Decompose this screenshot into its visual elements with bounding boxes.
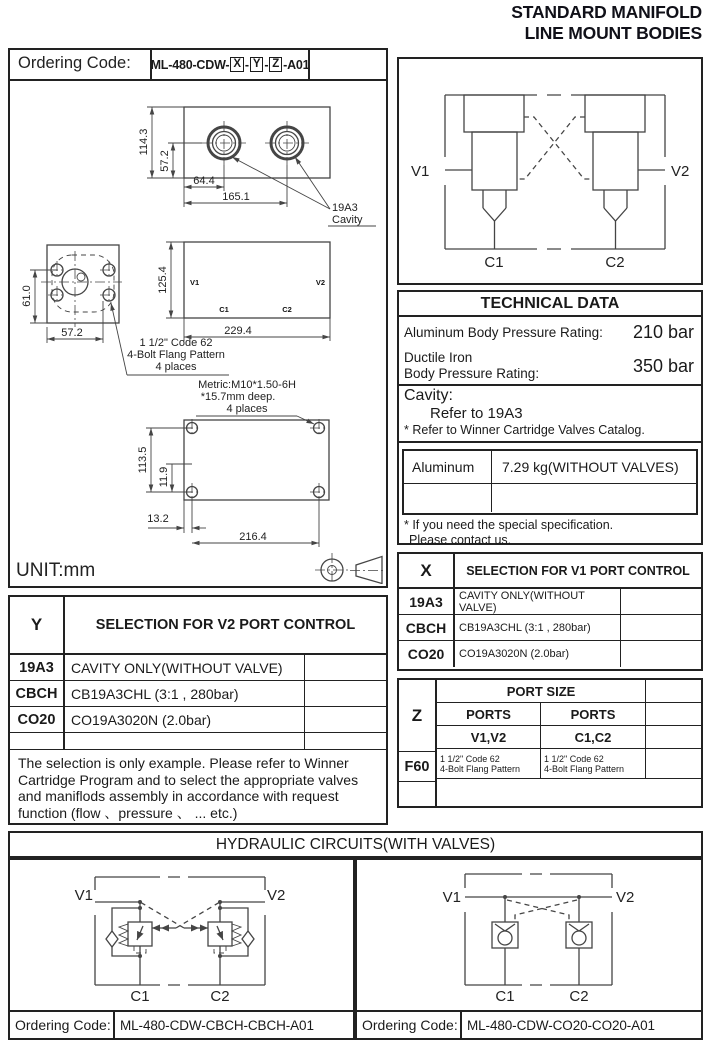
co20-ordering-code: ML-480-CDW-CO20-CO20-A01 [467, 1017, 655, 1033]
ordering-prefix: ML-480-CDW- [150, 57, 230, 72]
ductile-label-line1: Ductile Iron [404, 350, 473, 365]
z-f60-cell2-line2: 4-Bolt Flang Pattern [544, 763, 625, 774]
ductile-pressure-label [404, 350, 539, 382]
cavity-value: Refer to 19A3 [430, 405, 523, 422]
co20-ordering-row [357, 1010, 701, 1038]
z-ports-c1c2: C1,C2 [541, 726, 646, 748]
cbch-ordering-row [10, 1010, 353, 1038]
weight-material: Aluminum [404, 451, 492, 483]
z-f60-cell1-line2: 4-Bolt Flang Pattern [440, 763, 521, 774]
y-row-desc: CAVITY ONLY(WITHOUT VALVE) [65, 655, 305, 680]
schematic-c2-label: C2 [605, 254, 625, 271]
technical-data-title: TECHNICAL DATA [399, 292, 701, 317]
hydraulic-circuits-header [8, 831, 703, 858]
pressure-rating-row-aluminum [399, 317, 701, 348]
y-row-code [10, 733, 65, 749]
x-row-desc: CAVITY ONLY(WITHOUT VALVE) [455, 589, 621, 614]
port-label-v2: V2 [315, 278, 325, 287]
ordering-dash1: - [244, 57, 249, 72]
cbch-v1-label: V1 [74, 887, 93, 904]
x-row-empty [621, 615, 701, 640]
port-label-c2: C2 [282, 305, 292, 314]
z-table-code-header: Z [399, 680, 435, 752]
cavity-info-block [399, 386, 701, 443]
dim-61-0: 61.0 [21, 285, 33, 307]
cbch-circuit-diagram [10, 860, 353, 1010]
port-label-c1: C1 [219, 305, 229, 314]
third-angle-projection-icon [315, 553, 385, 584]
schematic-v1-label: V1 [411, 163, 430, 180]
z-empty-row [437, 779, 701, 806]
y-table-row-co20 [10, 707, 386, 733]
y-row-desc [65, 733, 305, 749]
x-table-row-co20 [399, 641, 701, 667]
y-row-desc: CB19A3CHL (3:1 , 280bar) [65, 681, 305, 706]
dim-216-4: 216.4 [239, 531, 267, 543]
weight-row-empty [404, 484, 696, 512]
x-row-desc: CB19A3CHL (3:1 , 280bar) [455, 615, 621, 640]
z-empty-cell [646, 726, 701, 748]
ordering-x-box: X [230, 57, 243, 72]
y-table-row-cbch [10, 681, 386, 707]
z-port-size-header-row [437, 680, 701, 703]
y-row-code: 19A3 [10, 655, 65, 680]
aluminum-pressure-label: Aluminum Body Pressure Rating: [404, 324, 603, 340]
cbch-c1-label: C1 [130, 988, 150, 1005]
circuit-boundary [465, 874, 612, 985]
dim-57-2-top: 57.2 [159, 150, 171, 172]
x-table-code-header: X [399, 554, 455, 587]
x-row-empty [621, 641, 701, 667]
z-ports-row [437, 703, 701, 726]
y-row-empty [305, 733, 386, 749]
metric-note-line1: Metric:M10*1.50-6H [198, 379, 296, 391]
y-row-empty [305, 655, 386, 680]
document-title [511, 2, 702, 43]
special-spec-line2: Please contact us. [409, 532, 512, 547]
z-sub-ports-row [437, 726, 701, 749]
schematic-v2-label: V2 [671, 163, 690, 180]
z-empty-cell [646, 680, 701, 702]
front-view-drawing [157, 242, 330, 341]
schematic-boundary [445, 95, 665, 249]
z-port-size-table [397, 678, 703, 808]
y-row-code: CBCH [10, 681, 65, 706]
weight-value: 7.29 kg(WITHOUT VALVES) [502, 459, 679, 475]
co20-c2-label: C2 [569, 988, 589, 1005]
x-row-desc: CO19A3020N (2.0bar) [455, 641, 621, 667]
cbch-c2-label: C2 [210, 988, 230, 1005]
z-table-right-region [437, 680, 701, 806]
cbch-ordering-label: Ordering Code: [10, 1012, 115, 1038]
ductile-label-line2: Body Pressure Rating: [404, 366, 540, 381]
dim-229-4: 229.4 [224, 325, 252, 337]
dim-125-4: 125.4 [157, 266, 169, 294]
flange-note-line2: 4-Bolt Flang Pattern [127, 349, 225, 361]
y-table-title: SELECTION FOR V2 PORT CONTROL [95, 617, 356, 633]
cavity-callout-line1: 19A3 [332, 202, 358, 214]
ordering-suffix: -A01 [283, 57, 310, 72]
circuit-boundary [95, 877, 265, 985]
side-view-drawing [21, 245, 229, 375]
x-row-empty [621, 589, 701, 614]
aluminum-pressure-value: 210 bar [632, 322, 694, 342]
engineering-drawings [10, 81, 386, 584]
title-line2: LINE MOUNT BODIES [524, 22, 702, 43]
cavity-schematic [399, 59, 701, 283]
dim-13-2: 13.2 [147, 513, 169, 525]
pressure-rating-row-ductile [399, 348, 701, 386]
z-ports-header1: PORTS [437, 703, 541, 725]
schematic-c1-label: C1 [484, 254, 504, 271]
pilot-check-valves [465, 895, 612, 985]
title-line1: STANDARD MANIFOLD [511, 2, 702, 22]
cavity-label: Cavity: [404, 387, 453, 404]
y-table-row-19a3 [10, 655, 386, 681]
weight-table [402, 449, 698, 515]
unit-label: UNIT:mm [16, 560, 96, 581]
x-table-row-cbch [399, 615, 701, 641]
port-label-v1: V1 [190, 278, 200, 287]
cavity-symbols [445, 95, 665, 249]
dim-114-3: 114.3 [138, 128, 150, 156]
weight-row [404, 451, 696, 484]
flange-note-line3: 4 places [155, 361, 197, 373]
y-row-empty [305, 681, 386, 706]
y-selection-table [8, 595, 388, 825]
selection-example-note: The selection is only example. Please refer to Winner Cartridge Program and to select the appropriate valves and maniflods assembly in accordance with request function (flow 、pressure 、 ... etc.) [18, 755, 359, 821]
circuit-panel-cbch [8, 858, 355, 1040]
circuit-panel-co20 [355, 858, 703, 1040]
dim-57-2-side: 57.2 [61, 327, 83, 339]
dim-64-4: 64.4 [193, 175, 215, 187]
special-spec-line1: * If you need the special specification. [404, 518, 614, 532]
z-table-row-code: F60 [399, 752, 435, 782]
technical-data-panel [397, 290, 703, 545]
co20-v1-label: V1 [442, 889, 461, 906]
co20-c1-label: C1 [495, 988, 515, 1005]
y-row-desc: CO19A3020N (2.0bar) [65, 707, 305, 732]
y-row-empty [305, 707, 386, 732]
y-row-code: CO20 [10, 707, 65, 732]
top-view-drawing [138, 107, 376, 226]
weight-empty-cell1 [404, 484, 492, 512]
co20-circuit-diagram [357, 860, 701, 1010]
dim-11-9: 11.9 [158, 466, 170, 488]
ordering-z-box: Z [269, 57, 282, 72]
ordering-code-value [150, 50, 310, 79]
dimension-drawings-panel [8, 48, 388, 588]
cavity-schematic-panel [397, 57, 703, 285]
metric-note-line2: *15.7mm deep. [200, 391, 276, 403]
x-row-code: 19A3 [399, 589, 455, 614]
bottom-view-drawing [137, 379, 329, 547]
y-table-row-blank [10, 733, 386, 750]
metric-note-line3: 4 places [226, 403, 268, 415]
x-table-row-19a3 [399, 589, 701, 615]
z-f60-cell1-line1: 1 1/2" Code 62 [440, 753, 500, 764]
y-table-code-header: Y [10, 597, 65, 653]
ordering-y-box: Y [250, 57, 263, 72]
special-spec-note [404, 518, 613, 547]
ordering-code-row [10, 50, 386, 81]
cbch-v2-label: V2 [267, 887, 286, 904]
x-selection-table [397, 552, 703, 671]
y-table-header [10, 597, 386, 655]
x-row-code: CBCH [399, 615, 455, 640]
z-empty-cell [646, 703, 701, 725]
z-f60-cell2-line1: 1 1/2" Code 62 [544, 753, 604, 764]
co20-ordering-label: Ordering Code: [357, 1012, 462, 1038]
weight-empty-cell2 [492, 484, 696, 512]
flange-note-line1: 1 1/2" Code 62 [139, 337, 213, 349]
co20-v2-label: V2 [616, 889, 635, 906]
z-port-size-title: PORT SIZE [437, 680, 646, 702]
ordering-dash2: - [264, 57, 269, 72]
x-row-code: CO20 [399, 641, 455, 667]
z-table-left-column [399, 680, 437, 806]
cavity-callout-line2: Cavity [332, 214, 363, 226]
z-f60-row [437, 749, 701, 779]
z-f60-cell2 [541, 749, 646, 778]
x-table-title: SELECTION FOR V1 PORT CONTROL [466, 563, 690, 578]
z-empty-cell [646, 749, 701, 778]
ordering-code-label: Ordering Code: [18, 54, 131, 72]
cavity-note: * Refer to Winner Cartridge Valves Catalog. [404, 423, 645, 437]
z-f60-cell1 [437, 749, 541, 778]
z-ports-header2: PORTS [541, 703, 646, 725]
z-ports-v1v2: V1,V2 [437, 726, 541, 748]
hydraulic-circuits-title: HYDRAULIC CIRCUITS(WITH VALVES) [215, 835, 496, 853]
dim-165-1: 165.1 [222, 191, 250, 203]
dim-113-5: 113.5 [137, 446, 149, 474]
cbch-ordering-code: ML-480-CDW-CBCH-CBCH-A01 [120, 1017, 314, 1033]
ductile-pressure-value: 350 bar [632, 355, 694, 376]
x-table-header [399, 554, 701, 589]
